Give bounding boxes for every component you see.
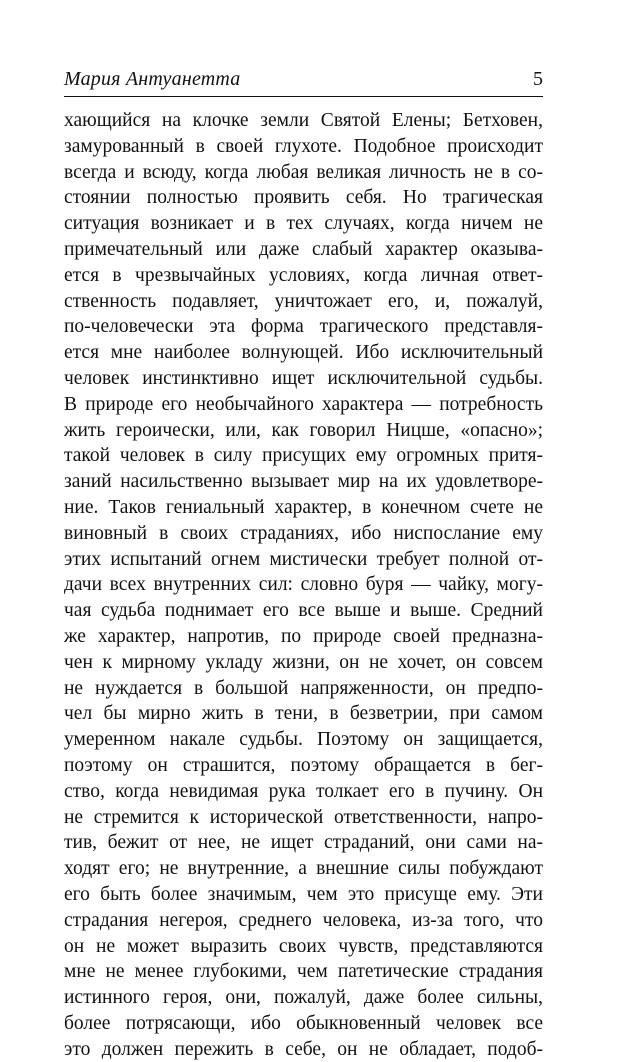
running-title: Мария Антуанетта (64, 68, 241, 90)
text-line: мне не менее глубокими, чем патетические страдания (64, 961, 543, 983)
text-line: ходят его; не внутренние, а внешние силы побуждают (64, 858, 543, 880)
text-line: ство, когда невидимая рука толкает его в пучину. Он (64, 780, 543, 802)
text-line: умеренном накале судьбы. Поэтому он защищается, (64, 729, 543, 751)
body-text (64, 108, 543, 1062)
text-line: не стремится к исторической ответственности, напро- (64, 806, 543, 828)
text-line: поэтому он страшится, поэтому обращается в бег- (64, 754, 543, 776)
text-line: ситуация возникает и в тех случаях, когда ничем не (64, 213, 543, 235)
text-line: чен к мирному укладу жизни, он не хочет, он совсем (64, 651, 543, 673)
text-line: тив, бежит от нее, не ищет страданий, они сами на- (64, 832, 543, 854)
text-line: этих испытаний огнем мистически требует полной от- (64, 548, 543, 570)
page-number: 5 (533, 68, 543, 90)
text-line: стоянии полностью проявить себя. Но трагическая (64, 187, 543, 209)
text-line: это должен пережить в себе, он не обладает, подоб- (64, 1038, 543, 1060)
text-line: хающийся на клочке земли Святой Елены; Бетховен, (64, 110, 543, 131)
text-line: заний насильственно вызывает мир на их удовлетворе- (64, 471, 543, 493)
running-header (64, 66, 543, 97)
text-line: его быть более значимым, чем это присуще ему. Эти (64, 883, 543, 905)
text-line: чая судьба поднимает его все выше и выше. Средний (64, 600, 543, 622)
text-line: ние. Таков гениальный характер, в конечном счете не (64, 496, 543, 518)
text-line: ется в чрезвычайных условиях, когда личная ответ- (64, 264, 543, 286)
text-line: страдания негероя, среднего человека, из-за того, что (64, 909, 543, 931)
text-line: всегда и всюду, когда любая великая личность не в со- (64, 161, 543, 183)
text-line: дачи всех внутренних сил: словно буря — чайку, могу- (64, 574, 543, 596)
text-line: ственность подавляет, уничтожает его, и, пожалуй, (64, 290, 543, 312)
text-line: виновный в своих страданиях, ибо ниспослание ему (64, 522, 543, 544)
text-line: замурованный в своей глухоте. Подобное происходит (64, 135, 543, 157)
text-line: он не может выразить своих чувств, представляются (64, 935, 543, 957)
text-line: человек инстинктивно ищет исключительной судьбы. (64, 367, 543, 389)
text-line: жить героически, или, как говорил Ницше, «опасно»; (64, 419, 543, 441)
text-line: такой человек в силу присущих ему огромных притя- (64, 445, 543, 467)
text-line: чел бы мирно жить в тени, в безветрии, при самом (64, 703, 543, 725)
text-line: примечательный или даже слабый характер оказыва- (64, 238, 543, 260)
text-line: ется мне наиболее волнующей. Ибо исключительный (64, 342, 543, 364)
text-line: более потрясающи, ибо обыкновенный человек все (64, 1012, 543, 1034)
text-line: не нуждается в большой напряженности, он предпо- (64, 677, 543, 699)
text-line: истинного героя, они, пожалуй, даже более сильны, (64, 987, 543, 1009)
text-line: В природе его необычайного характера — потребность (64, 393, 543, 415)
text-line: же характер, напротив, по природе своей предназна- (64, 625, 543, 647)
text-line: по-человечески эта форма трагического представля- (64, 316, 543, 338)
